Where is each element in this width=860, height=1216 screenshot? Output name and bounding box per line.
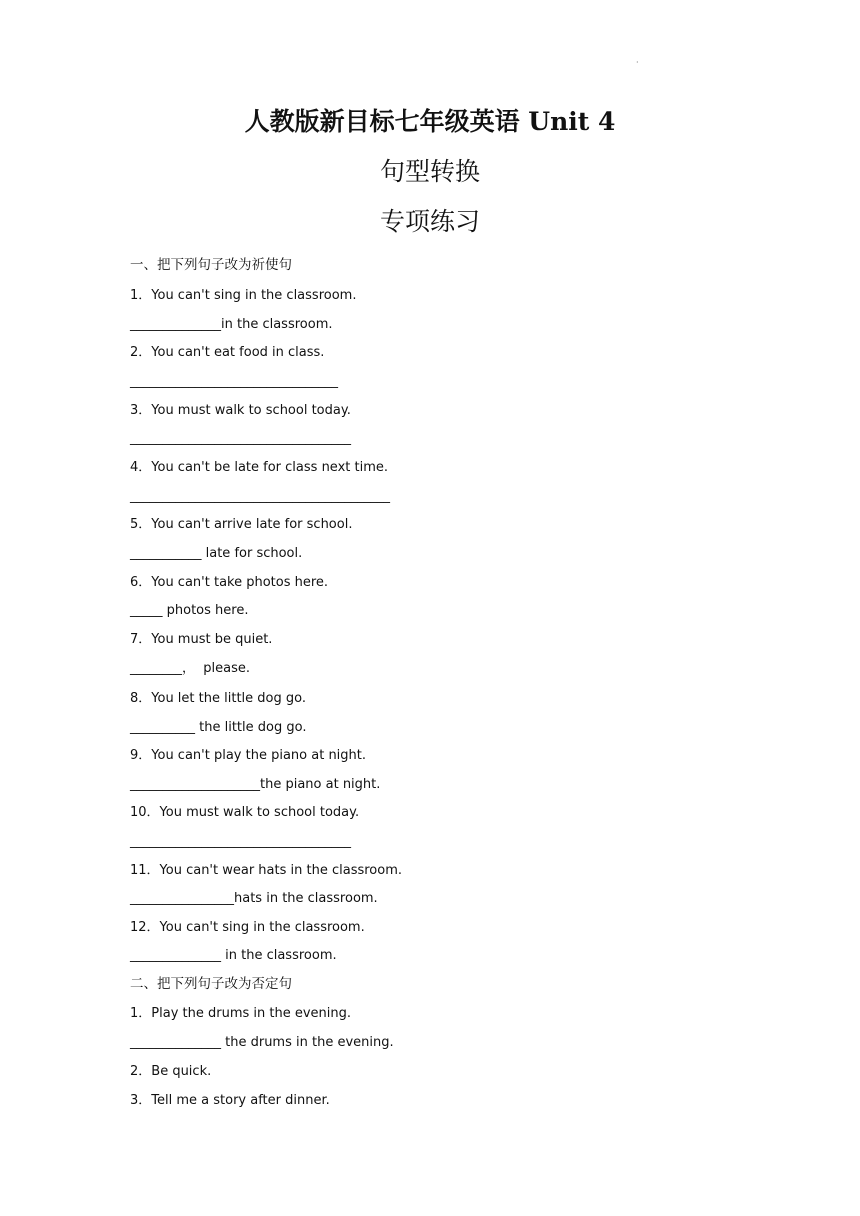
answer-line: __________ the little dog go. [130, 720, 307, 735]
document-subtitle: 句型转换 [379, 157, 480, 186]
question-line: 1．Play the drums in the evening. [130, 1006, 352, 1021]
answer-line: ____________________the piano at night. [130, 777, 381, 792]
question-line: 1．You can't sing in the classroom. [130, 288, 357, 303]
answer-line: ___________ late for school. [130, 546, 303, 561]
section-1-heading: 一、把下列句子改为祈使句 [130, 257, 292, 273]
question-line: 9．You can't play the piano at night. [130, 748, 367, 763]
answer-line: __________________________________ [130, 431, 351, 446]
answer-line: ________________________________________ [130, 489, 390, 504]
question-line: 4．You can't be late for class next time. [130, 460, 389, 475]
answer-line: ______________ the drums in the evening. [130, 1035, 394, 1050]
question-line: 3．You must walk to school today. [130, 403, 351, 418]
answer-line: _____ photos here. [130, 603, 249, 618]
document-title: 人教版新目标七年级英语 Unit 4 [244, 107, 616, 136]
answer-line: ______________in the classroom. [130, 317, 333, 332]
answer-line: ________________hats in the classroom. [130, 891, 378, 906]
question-line: 2．You can't eat food in class. [130, 345, 325, 360]
question-line: 2．Be quick. [130, 1064, 212, 1079]
question-line: 5．You can't arrive late for school. [130, 517, 353, 532]
question-line: 10．You must walk to school today. [130, 805, 360, 820]
question-line: 6．You can't take photos here. [130, 575, 329, 590]
question-line: 8．You let the little dog go. [130, 691, 306, 706]
question-line: 12．You can't sing in the classroom. [130, 920, 365, 935]
answer-line: ________________________________ [130, 374, 338, 389]
answer-line: __________________________________ [130, 834, 351, 849]
document-subtitle-2: 专项练习 [379, 207, 480, 236]
header-mark: · [636, 58, 639, 67]
question-line: 7．You must be quiet. [130, 632, 273, 647]
section-2-heading: 二、把下列句子改为否定句 [130, 976, 292, 992]
question-line: 11．You can't wear hats in the classroom. [130, 863, 403, 878]
answer-line: ________， please. [130, 661, 250, 676]
question-line: 3．Tell me a story after dinner. [130, 1093, 330, 1108]
answer-line: ______________ in the classroom. [130, 948, 337, 963]
